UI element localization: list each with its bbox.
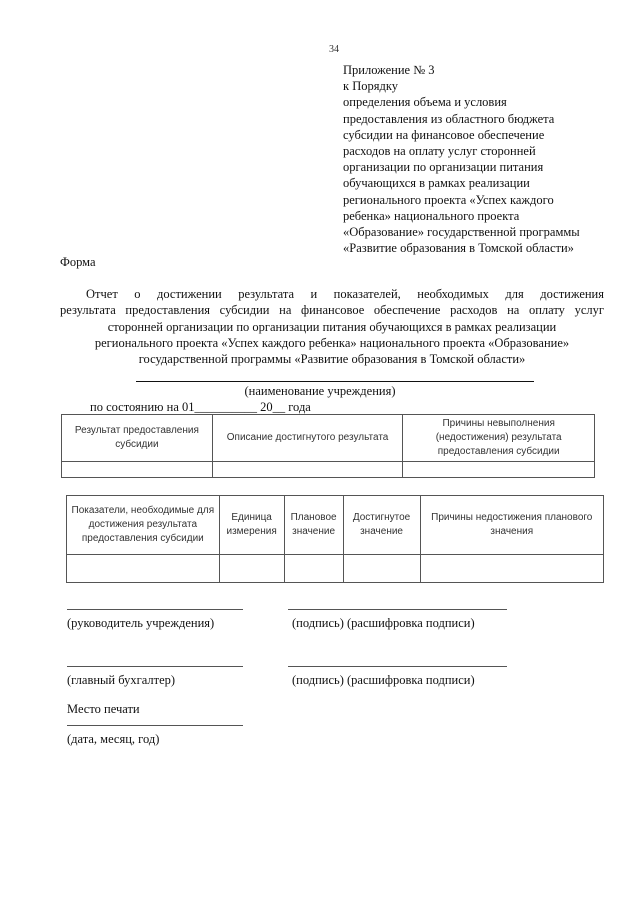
table-cell[interactable] bbox=[284, 555, 343, 583]
appendix-line: «Образование» государственной программы bbox=[343, 225, 580, 240]
form-label: Форма bbox=[60, 255, 96, 269]
table-cell[interactable] bbox=[420, 555, 603, 583]
accountant-signature-label: (подпись) (расшифровка подписи) bbox=[292, 673, 475, 687]
appendix-line: предоставления из областного бюджета bbox=[343, 111, 555, 126]
report-title-line: государственной программы «Развитие образования в Томской области» bbox=[138, 352, 526, 367]
table-cell[interactable] bbox=[403, 462, 595, 478]
accountant-signature-line[interactable] bbox=[288, 666, 507, 667]
head-name-line[interactable] bbox=[67, 609, 243, 610]
table-header-cell: Показатели, необходимые для достижения результата предоставления субсидии bbox=[67, 496, 220, 555]
report-title-line: сторонней организации по организации питания обучающихся в рамках реализации bbox=[107, 319, 557, 334]
page-number: 34 bbox=[329, 44, 339, 55]
appendix-line: ребенка» национального проекта bbox=[343, 208, 520, 223]
appendix-line: обучающихся в рамках реализации bbox=[343, 176, 530, 191]
report-title bbox=[60, 286, 604, 367]
head-signature-line[interactable] bbox=[288, 609, 507, 610]
appendix-line: регионального проекта «Успех каждого bbox=[343, 192, 554, 207]
table-header-cell: Результат предоставления субсидии bbox=[62, 415, 213, 462]
table-cell[interactable] bbox=[212, 462, 403, 478]
date-line[interactable] bbox=[67, 725, 243, 726]
institution-name-line[interactable] bbox=[136, 381, 534, 382]
table-cell[interactable] bbox=[67, 555, 220, 583]
accountant-name-line[interactable] bbox=[67, 666, 243, 667]
appendix-line: определения объема и условия bbox=[343, 95, 507, 110]
table-header-cell: Единица измерения bbox=[219, 496, 284, 555]
appendix-line: Приложение № 3 bbox=[343, 63, 435, 77]
table-row bbox=[62, 462, 595, 478]
report-title-line: регионального проекта «Успех каждого ребенка» национального проекта «Образование» bbox=[94, 335, 570, 350]
table-cell[interactable] bbox=[62, 462, 213, 478]
table-cell[interactable] bbox=[343, 555, 420, 583]
appendix-line: субсидии на финансовое обеспечение bbox=[343, 127, 545, 142]
table-header-cell: Плановое значение bbox=[284, 496, 343, 555]
appendix-line: к Порядку bbox=[343, 79, 398, 94]
appendix-line: «Развитие образования в Томской области» bbox=[343, 241, 574, 256]
report-title-line: Отчет о достижении результата и показателей, необходимых для достижения bbox=[86, 287, 604, 301]
head-signature-label: (подпись) (расшифровка подписи) bbox=[292, 616, 475, 630]
table-header-row bbox=[62, 415, 595, 462]
institution-caption: (наименование учреждения) bbox=[244, 384, 396, 398]
table-cell[interactable] bbox=[219, 555, 284, 583]
indicators-table bbox=[66, 495, 604, 583]
report-title-line: результата предоставления субсидии на финансовое обеспечение расходов на оплату услуг bbox=[60, 303, 604, 318]
accountant-label: (главный бухгалтер) bbox=[67, 673, 176, 687]
table-row bbox=[67, 555, 604, 583]
appendix-line: расходов на оплату услуг сторонней bbox=[343, 144, 536, 159]
date-label: (дата, месяц, год) bbox=[67, 732, 160, 746]
table-header-cell: Причины невыполнения (недостижения) результата предоставления субсидии bbox=[403, 415, 595, 462]
table-header-cell: Достигнутое значение bbox=[343, 496, 420, 555]
table-header-row bbox=[67, 496, 604, 555]
as-of-date-text: по состоянию на 01__________ 20__ года bbox=[90, 400, 311, 414]
result-table bbox=[61, 414, 595, 478]
table-header-cell: Причины недостижения планового значения bbox=[420, 496, 603, 555]
appendix-line: организации по организации питания bbox=[343, 160, 544, 175]
stamp-label: Место печати bbox=[67, 702, 140, 716]
table-header-cell: Описание достигнутого результата bbox=[212, 415, 403, 462]
head-label: (руководитель учреждения) bbox=[67, 616, 215, 630]
appendix-header bbox=[343, 62, 623, 256]
